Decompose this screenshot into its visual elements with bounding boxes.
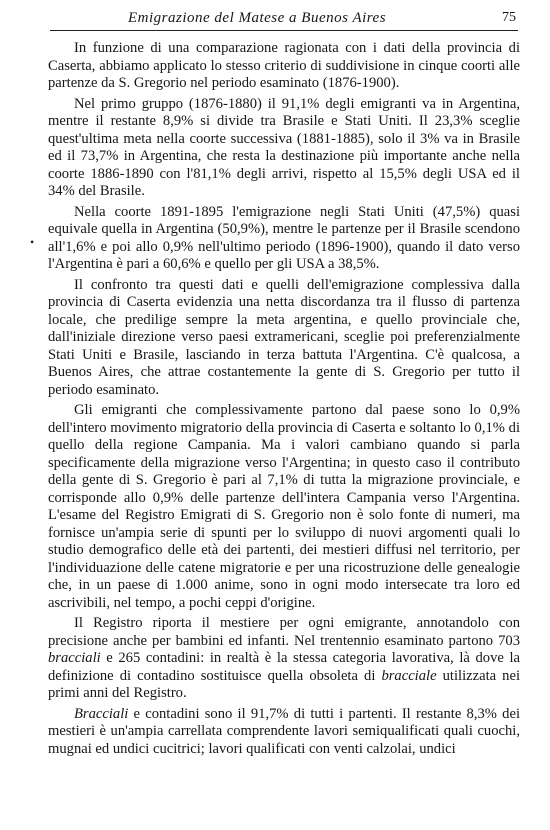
paragraph-4 — [48, 277, 520, 400]
paragraph-text: Gli emigranti che complessivamente partono dal paese sono lo 0,9% dell'intero movimento migratorio della provincia di Caserta e soltanto lo 0,1% di quello della regione Campania. Ma i valori cambiano quando si parla specificamente della migrazione verso l'Argentina; in questo caso il contributo della gente di S. Gregorio è pari al 7,1% di tutta la migrazione provinciale, e corrisponde allo 0,9% delle partenze dell'intera Campania verso l'Argentina. L'esame del Registro Emigrati di S. Gregorio non è solo fonte di numeri, ma fornisce un'ampia serie di spunti per lo sviluppo di nuovi argomenti quali lo studio demografico delle età dei partenti, dei mestieri diffusi nel territorio, per l'individuazione delle catene migratorie e per una ricostruzione delle genealogie che, in un paese di 1.000 anime, sono in ogni modo intersecate tra loro ed ascrivibili, nel tempo, a pochi ceppi d'origine. — [48, 402, 520, 611]
body-text — [48, 40, 520, 758]
paragraph-text: Il Registro riporta il mestiere per ogni emigrante, annotandolo con precisione anche per bambini ed infanti. Nel trentennio esaminato partono 703 — [48, 615, 520, 649]
paragraph-text: Nella coorte 1891-1895 l'emigrazione negli Stati Uniti (47,5%) quasi equivale quella in Argentina (50,9%), mentre le partenze per il Brasile scendono all'1,6% e poi allo 0,9% nell'ultimo periodo (1896-1900), quando il dato verso l'Argentina è pari a 60,6% e quello per gli USA a 38,5%. — [48, 203, 520, 272]
paragraph-3 — [48, 204, 520, 274]
paragraph-7 — [48, 706, 520, 759]
paragraph-text: In funzione di una comparazione ragionata con i dati della provincia di Caserta, abbiamo applicato lo stesso criterio di suddivisione in cinque coorti alle partenze da S. Gregorio nel periodo esaminato (1876-1900). — [48, 40, 520, 91]
running-title: Emigrazione del Matese a Buenos Aires — [128, 10, 387, 26]
paragraph-text: e contadini sono il 91,7% di tutti i partenti. Il restante 8,3% dei mestieri è un'ampia carrellata comprendente lavori semiqualificati quali cuochi, mugnai ed undici cucitrici; lavori qualificati con venti calzolai, undici — [48, 705, 520, 757]
paragraph-2 — [48, 96, 520, 201]
paragraph-text: e 265 contadini: in realtà è la stessa categoria lavorativa, là dove la definizione di contadino sostituisce quella obsoleta di — [48, 650, 520, 684]
header-rule — [50, 30, 518, 31]
italic-term: bracciale — [381, 667, 437, 684]
paragraph-text: utilizzata nei primi anni del Registro. — [48, 667, 520, 701]
page-number: 75 — [502, 10, 516, 25]
italic-term: Bracciali — [74, 705, 129, 722]
paragraph-text: Nel primo gruppo (1876-1880) il 91,1% degli emigranti va in Argentina, mentre il restante 8,9% si divide tra Brasile e Stati Uniti. Il 23,3% sceglie quest'ultima meta nella coorte successiva (1881-1885), solo il 3% va in Brasile ed il 73,7% in Argentina, che resta la destinazione più importante anche nella coorte 1886-1890 con l'81,1% degli arrivi, rispetto al 15,5% degli USA ed il 34% del Brasile. — [48, 95, 520, 199]
running-head — [48, 8, 518, 32]
margin-mark: • — [30, 235, 35, 249]
paragraph-1 — [48, 40, 520, 93]
paragraph-5 — [48, 402, 520, 612]
italic-term: bracciali — [48, 650, 101, 666]
paragraph-6 — [48, 615, 520, 703]
paragraph-text: Il confronto tra questi dati e quelli dell'emigrazione complessiva dalla provincia di Caserta evidenzia una netta discordanza tra il flusso di partenza locale, che predilige sempre la meta argentina, e quello provinciale che, dall'iniziale direzione verso paesi extramericani, sceglie poi preferenzialmente Stati Uniti e Brasile, lasciando in terza battuta l'Argentina. C'è qualcosa, a Buenos Aires, che attrae costantemente la gente di S. Gregorio per tutto il periodo esaminato. — [48, 276, 520, 398]
